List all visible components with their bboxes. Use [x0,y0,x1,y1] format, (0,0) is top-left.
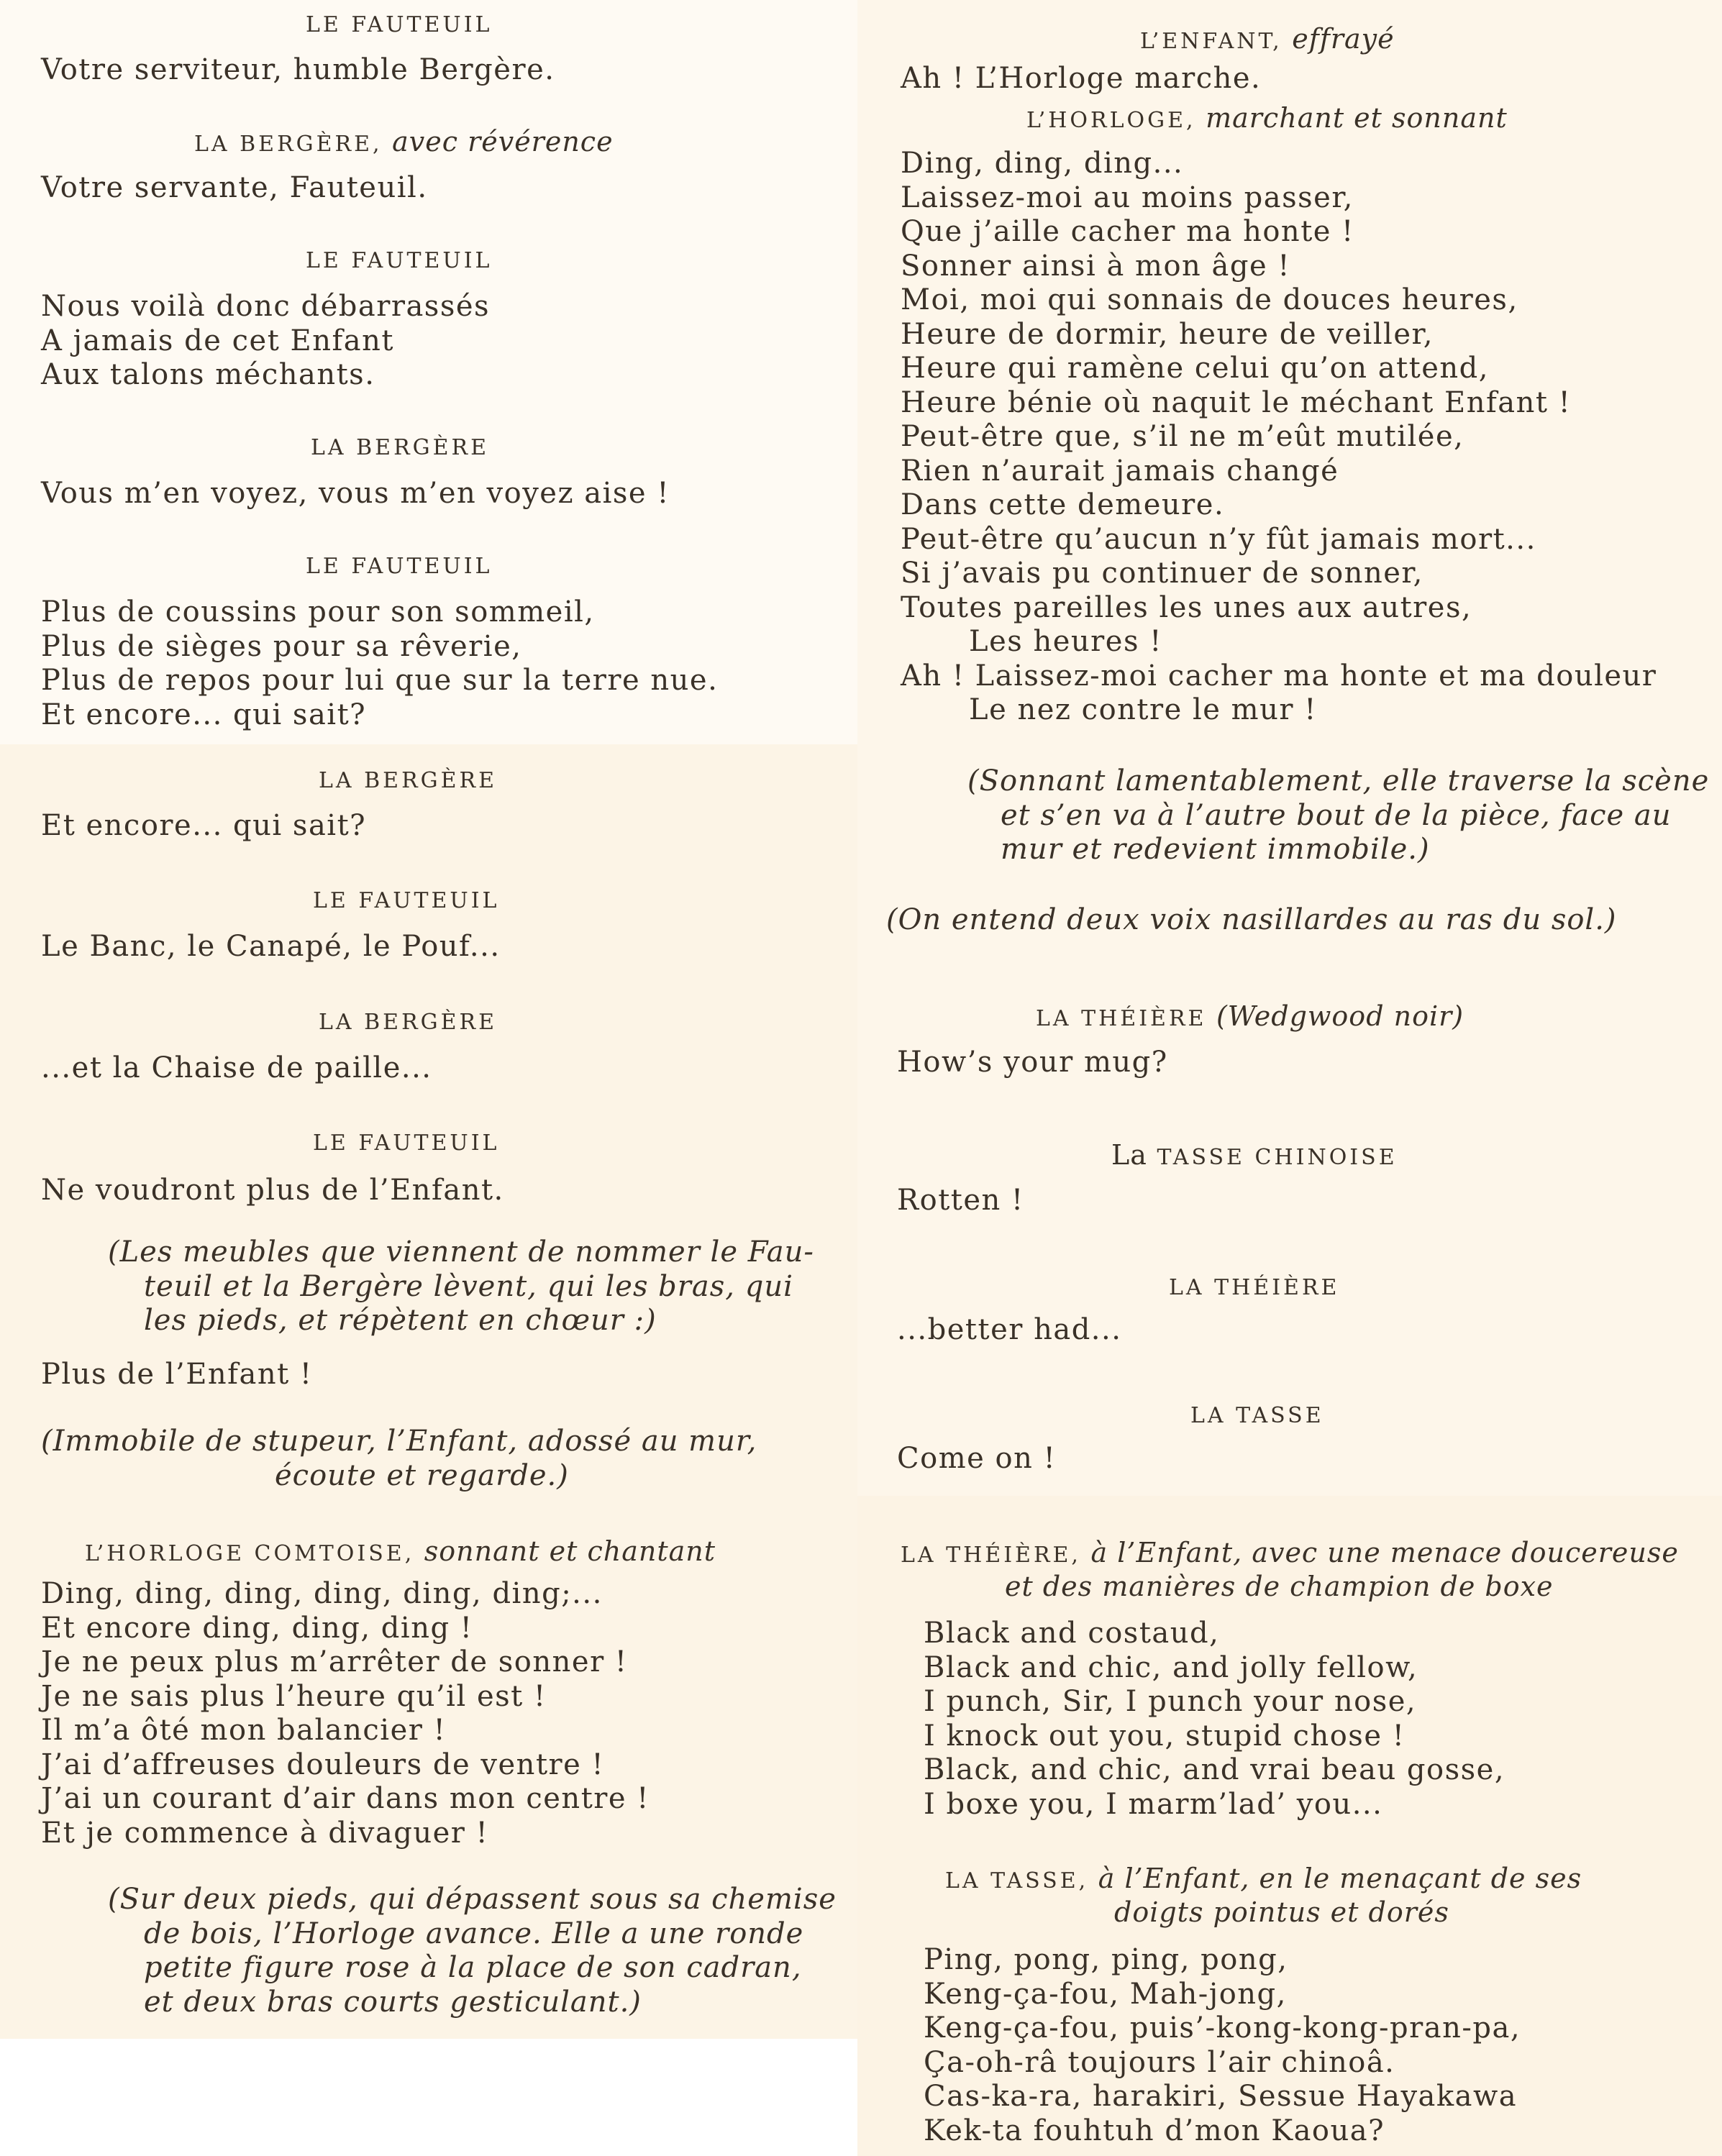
scan-bottom-right [857,1496,1722,2156]
line: Rotten ! [897,1184,1024,1217]
speaker-label: LE FAUTEUIL [313,888,500,913]
scan-top-right [857,0,1722,1496]
line: Et encore... qui sait? [41,809,367,842]
speaker-label: La TASSE CHINOISE [1111,1139,1398,1171]
speaker-note: doigts pointus et dorés [1114,1896,1449,1928]
line: ...et la Chaise de paille... [41,1051,432,1084]
line: How’s your mug? [897,1046,1168,1079]
line: Ah ! L’Horloge marche. [901,62,1262,95]
speaker-label: LE FAUTEUIL [306,554,493,579]
verse: Plus de coussins pour son sommeil, Plus de sièges pour sa rêverie, Plus de repos pour lui que sur la terre nue. Et encore... qui sait? [41,595,719,731]
line: Le Banc, le Canapé, le Pouf... [41,930,501,963]
scan-bottom-left [0,744,857,2039]
speaker-label: LA TASSE, à l’Enfant, en le menaçant de ses [945,1863,1582,1894]
verse: Ping, pong, ping, pong, Keng-ça-fou, Mah-jong, Keng-ça-fou, puis’-kong-kong-pran-pa, Ça-oh-râ toujours l’air chinoâ. Cas-ka-ra, harakiri, Sessue Hayakawa Kek-ta fouhtuh d’mon Kaoua? [924,1943,1521,2147]
speaker-note: et des manières de champion de boxe [1005,1571,1554,1602]
verse: Ding, ding, ding, ding, ding, ding;... Et encore ding, ding, ding ! Je ne peux plus m’arrêter de sonner ! Je ne sais plus l’heure qu’il est ! Il m’a ôté mon balancier ! J’ai d’affreuses douleurs de ventre ! J’ai un courant d’air dans mon centre ! Et je commence à divaguer ! [41,1577,650,1850]
line: Votre serviteur, humble Bergère. [41,53,555,86]
stage-direction: (Les meubles que viennent de nommer le Fau- teuil et la Bergère lèvent, qui les bras, qui les pieds, et répètent en chœur :) [108,1235,814,1337]
speaker-label: L’HORLOGE, marchant et sonnant [1026,102,1508,134]
speaker-label: LA THÉIÈRE (Wedgwood noir) [1036,1000,1464,1032]
line: Come on ! [897,1442,1057,1475]
line: ...better had... [897,1313,1122,1346]
line: Votre servante, Fauteuil. [41,171,428,204]
speaker-label: LA THÉIÈRE [1169,1275,1340,1300]
speaker-label: LA TASSE [1190,1403,1324,1428]
scan-top-left [0,0,857,744]
verse: Nous voilà donc débarrassés A jamais de cet Enfant Aux talons méchants. [41,290,491,391]
stage-direction: (Sur deux pieds, qui dépassent sous sa chemise de bois, l’Horloge avance. Elle a une ronde petite figure rose à la place de son cadran, et deux bras courts gesticulant.) [108,1883,837,2019]
speaker-label: LA THÉIÈRE, à l’Enfant, avec une menace doucereuse [901,1537,1679,1568]
speaker-label: L’HORLOGE COMTOISE, sonnant et chantant [85,1535,716,1567]
line: Ne voudront plus de l’Enfant. [41,1174,504,1207]
stage-direction: (On entend deux voix nasillardes au ras du sol.) [886,903,1617,936]
verse: Ding, ding, ding... Laissez-moi au moins passer, Que j’aille cacher ma honte ! Sonner ainsi à mon âge ! Moi, moi qui sonnais de douces heures, Heure de dormir, heure de veiller, Heure qui ramène celui qu’on attend, Heure bénie où naquit le méchant Enfant ! Peut-être que, s’il ne m’eût mutilée, Rien n’aurait jamais changé Dans cette demeure. Peut-être qu’aucun n’y fût jamais mort... Si j’avais pu continuer de sonner, Toutes pareilles les unes aux autres, Les heures ! Ah ! Laissez-moi cacher ma honte et ma douleur Le nez contre le mur ! [901,147,1657,726]
speaker-label: LA BERGÈRE [319,1010,498,1035]
speaker-label: LE FAUTEUIL [313,1130,500,1156]
speaker-label: LA BERGÈRE, avec révérence [194,126,614,157]
speaker-label: LE FAUTEUIL [306,248,493,273]
speaker-label: LE FAUTEUIL [306,12,493,37]
stage-direction: (Sonnant lamentablement, elle traverse la scène et s’en va à l’autre bout de la pièce, face au mur et redevient immobile.) [967,764,1710,866]
verse: Black and costaud, Black and chic, and jolly fellow, I punch, Sir, I punch your nose, I knock out you, stupid chose ! Black, and chic, and vrai beau gosse, I boxe you, I marm’lad’ you... [924,1617,1505,1821]
line: Vous m’en voyez, vous m’en voyez aise ! [41,477,670,510]
speaker-label: LA BERGÈRE [319,768,498,793]
line: Plus de l’Enfant ! [41,1358,313,1391]
speaker-label: L’ENFANT, effrayé [1140,23,1395,55]
stage-direction: (Immobile de stupeur, l’Enfant, adossé au mur, écoute et regarde.) [41,1425,757,1492]
speaker-label: LA BERGÈRE [311,435,490,460]
